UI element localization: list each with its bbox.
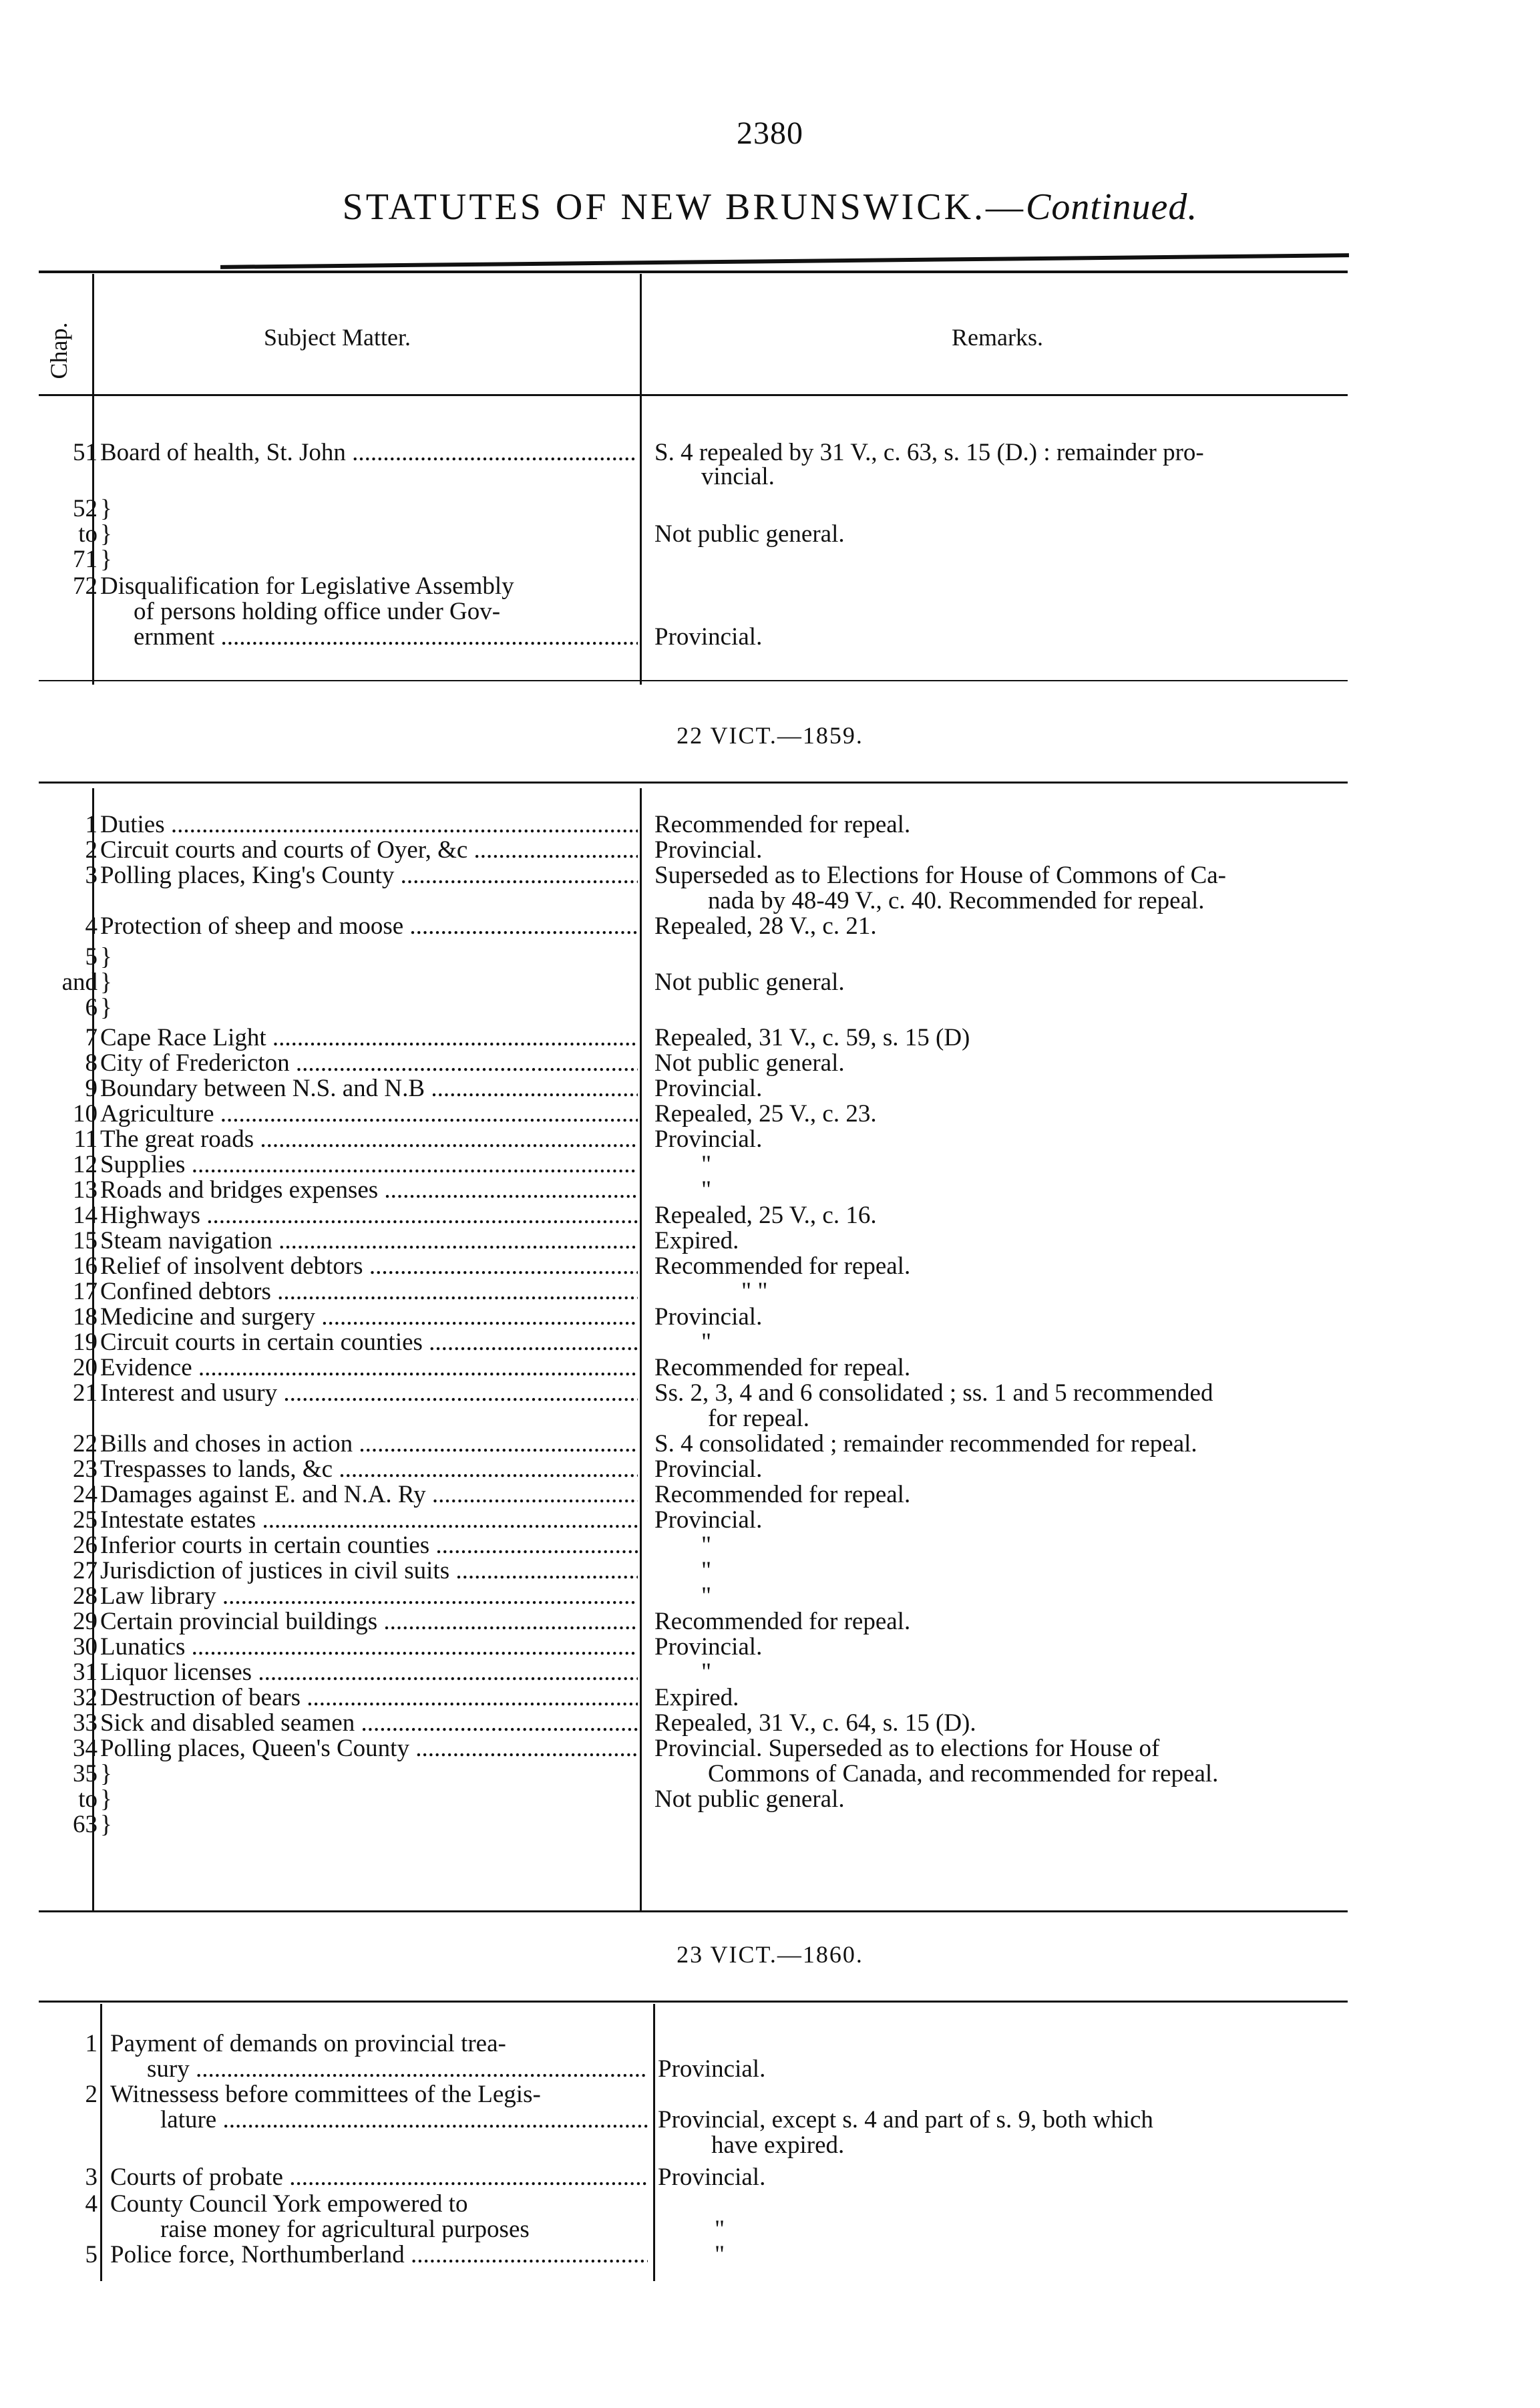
subject-matter: Boundary between N.S. and N.B .....: [100, 1075, 638, 1102]
chapter-number: 18: [73, 1303, 98, 1331]
subject-matter: Evidence .....: [100, 1355, 638, 1381]
remarks-header: Remarks.: [952, 324, 1043, 351]
remark: Superseded as to Elections for House of Commons of Ca-: [654, 862, 1226, 889]
table-row: [0, 1380, 1540, 1407]
remark: Repealed, 31 V., c. 59, s. 15 (D): [654, 1024, 970, 1051]
chapter-number: 33: [73, 1709, 98, 1737]
subject-matter: Destruction of bears .....: [100, 1685, 638, 1711]
subject-matter: Medicine and surgery .....: [100, 1304, 638, 1331]
remark: Provincial.: [654, 1455, 763, 1483]
remark: Provincial.: [654, 1633, 763, 1661]
table-row: [0, 598, 1540, 625]
chapter-number: 19: [73, 1329, 98, 1356]
chapter-number: 4: [85, 2190, 98, 2218]
section-rule: [39, 2001, 1348, 2003]
table-row: [0, 1025, 1540, 1051]
block-rule: [39, 680, 1348, 681]
chapter-number: 20: [73, 1354, 98, 1381]
table-row: [0, 573, 1540, 600]
chapter-number: 10: [73, 1100, 98, 1128]
section-heading-23-vict: 23 VICT.—1860.: [677, 1941, 863, 1968]
subject-matter: Courts of probate .....: [110, 2164, 648, 2191]
table-row: [0, 2132, 1540, 2159]
remark: Provincial.: [654, 1075, 763, 1102]
chapter-number: to: [78, 520, 98, 548]
subject-matter: Board of health, St. John .....: [100, 440, 638, 466]
subject-matter: Law library .....: [100, 1583, 638, 1610]
table-row: [0, 812, 1540, 838]
remark: Provincial.: [654, 623, 763, 651]
subject-matter: Relief of insolvent debtors .....: [100, 1253, 638, 1280]
table-row: [0, 1558, 1540, 1584]
chapter-number: 16: [73, 1252, 98, 1280]
chapter-number: 9: [85, 1075, 98, 1102]
subject-matter: Witnessess before committees of the Legis-: [110, 2081, 541, 2108]
remark: ": [715, 2216, 725, 2243]
table-row: [0, 1608, 1540, 1635]
table-row: [0, 2081, 1540, 2108]
table-row: [0, 1101, 1540, 1128]
chapter-number: 14: [73, 1202, 98, 1229]
page-title: [0, 186, 1540, 228]
chapter-number: 2: [85, 836, 98, 864]
chapter-number: 30: [73, 1633, 98, 1661]
table-row: [0, 624, 1540, 651]
subject-matter: raise money for agricultural purposes: [160, 2216, 530, 2243]
remark: have expired.: [711, 2131, 845, 2159]
remark: Expired.: [654, 1684, 739, 1711]
remark: Recommended for repeal.: [654, 1252, 911, 1280]
remark: Not public general.: [654, 1049, 845, 1077]
subject-matter: Circuit courts and courts of Oyer, &c .....: [100, 837, 638, 864]
subject-matter: }: [100, 521, 112, 548]
chapter-number: 1: [85, 811, 98, 838]
table-row: [0, 440, 1540, 466]
subject-matter: sury .....: [147, 2056, 648, 2083]
table-row: [0, 1634, 1540, 1661]
table-row: [0, 995, 1540, 1021]
subject-matter: Polling places, Queen's County .....: [100, 1735, 638, 1762]
remark: Commons of Canada, and recommended for repeal.: [708, 1760, 1219, 1787]
chapter-number: 7: [85, 1024, 98, 1051]
subject-matter: Duties .....: [100, 812, 638, 838]
subject-matter: Certain provincial buildings .....: [100, 1608, 638, 1635]
remark: Recommended for repeal.: [654, 811, 911, 838]
chapter-number: 17: [73, 1278, 98, 1305]
table-row: [0, 2216, 1540, 2243]
table-row: [0, 546, 1540, 573]
remark: Provincial.: [654, 1126, 763, 1153]
block-rule: [39, 1910, 1348, 1912]
chapter-number: 8: [85, 1049, 98, 1077]
remark: nada by 48-49 V., c. 40. Recommended for repeal.: [708, 887, 1205, 914]
remark: Recommended for repeal.: [654, 1608, 911, 1635]
chapter-number: 29: [73, 1608, 98, 1635]
table-row: [0, 1710, 1540, 1737]
chapter-number: 22: [73, 1430, 98, 1457]
subject-matter: }: [100, 944, 112, 971]
subject-matter: }: [100, 546, 112, 573]
remark: Provincial.: [658, 2164, 766, 2191]
chapter-number: and: [61, 969, 98, 996]
remark: Recommended for repeal.: [654, 1481, 911, 1508]
remark: ": [701, 1659, 712, 1686]
table-row: [0, 944, 1540, 971]
chapter-number: 12: [73, 1151, 98, 1178]
remark: ": [701, 1582, 712, 1610]
chapter-number: 6: [85, 994, 98, 1021]
subject-header: Subject Matter.: [264, 324, 411, 351]
table-row: [0, 2107, 1540, 2133]
remark: Repealed, 28 V., c. 21.: [654, 912, 877, 940]
subject-matter: Intestate estates .....: [100, 1507, 638, 1534]
subject-matter: Agriculture .....: [100, 1101, 638, 1128]
subject-matter: Lunatics .....: [100, 1634, 638, 1661]
chapter-number: 25: [73, 1506, 98, 1534]
subject-matter: The great roads .....: [100, 1126, 638, 1153]
chapter-number: 52: [73, 495, 98, 522]
table-row: [0, 1532, 1540, 1559]
chapter-number: 71: [73, 546, 98, 573]
table-row: [0, 1228, 1540, 1254]
table-row: [0, 888, 1540, 914]
chapter-number: 63: [73, 1811, 98, 1838]
table-row: [0, 837, 1540, 864]
subject-matter: }: [100, 1786, 112, 1813]
subject-matter: of persons holding office under Gov-: [134, 598, 501, 625]
table-row: [0, 1507, 1540, 1534]
table-row: [0, 1786, 1540, 1813]
remark: Recommended for repeal.: [654, 1354, 911, 1381]
remark: Repealed, 31 V., c. 64, s. 15 (D).: [654, 1709, 976, 1737]
table-row: [0, 1482, 1540, 1508]
remark: " ": [741, 1278, 768, 1305]
table-row: [0, 1075, 1540, 1102]
chapter-number: to: [78, 1785, 98, 1813]
section-heading-22-vict: 22 VICT.—1859.: [677, 722, 863, 749]
table-row: [0, 1431, 1540, 1457]
table-row: [0, 1177, 1540, 1204]
remark: ": [715, 2241, 725, 2268]
subject-matter: Steam navigation .....: [100, 1228, 638, 1254]
table-row: [0, 1329, 1540, 1356]
subject-matter: }: [100, 496, 112, 522]
subject-matter: Disqualification for Legislative Assembly: [100, 573, 514, 600]
subject-matter: Polling places, King's County .....: [100, 862, 638, 889]
remark: Provincial.: [658, 2055, 766, 2083]
subject-matter: Payment of demands on provincial trea-: [110, 2031, 506, 2057]
table-row: [0, 2056, 1540, 2083]
subject-matter: Inferior courts in certain counties .....: [100, 1532, 638, 1559]
table-row: [0, 2191, 1540, 2218]
table-row: [0, 862, 1540, 889]
subject-matter: Supplies .....: [100, 1152, 638, 1178]
chapter-number: 26: [73, 1532, 98, 1559]
title-rule: [220, 253, 1349, 269]
page-number: 2380: [737, 116, 803, 151]
chapter-number: 34: [73, 1735, 98, 1762]
remark: ": [701, 1329, 712, 1356]
table-row: [0, 1202, 1540, 1229]
subject-matter: }: [100, 1761, 112, 1787]
remark: Not public general.: [654, 1785, 845, 1813]
subject-matter: ernment .....: [134, 624, 638, 651]
table-row: [0, 1761, 1540, 1787]
chapter-number: 21: [73, 1379, 98, 1407]
remark: Provincial. Superseded as to elections for House of: [654, 1735, 1160, 1762]
subject-matter: lature .....: [160, 2107, 648, 2133]
table-row: [0, 1253, 1540, 1280]
table-row: [0, 1735, 1540, 1762]
remark: Provincial.: [654, 836, 763, 864]
remark: ": [701, 1557, 712, 1584]
subject-matter: City of Fredericton .....: [100, 1050, 638, 1077]
subject-matter: }: [100, 969, 112, 996]
chapter-number: 31: [73, 1659, 98, 1686]
chapter-number: 72: [73, 572, 98, 600]
subject-matter: Trespasses to lands, &c .....: [100, 1456, 638, 1483]
title-main: STATUTES OF NEW BRUNSWICK.—: [342, 186, 1026, 228]
table-row: [0, 2242, 1540, 2268]
remark: Expired.: [654, 1227, 739, 1254]
table-row: [0, 1278, 1540, 1305]
remark: Repealed, 25 V., c. 16.: [654, 1202, 877, 1229]
chapter-number: 3: [85, 862, 98, 889]
header-bottom-rule: [39, 394, 1348, 396]
remark: Provincial.: [654, 1303, 763, 1331]
chapter-number: 35: [73, 1760, 98, 1787]
subject-matter: }: [100, 1812, 112, 1838]
remark: ": [701, 1151, 712, 1178]
table-row: [0, 2164, 1540, 2191]
remark: S. 4 consolidated ; remainder recommended for repeal.: [654, 1430, 1197, 1457]
table-row: [0, 521, 1540, 548]
table-row: [0, 1355, 1540, 1381]
table-row: [0, 1583, 1540, 1610]
table-row: [0, 1812, 1540, 1838]
chap-header: Chap.: [45, 322, 72, 379]
chapter-number: 28: [73, 1582, 98, 1610]
remark: Ss. 2, 3, 4 and 6 consolidated ; ss. 1 and 5 recommended: [654, 1379, 1213, 1407]
table-row: [0, 1456, 1540, 1483]
subject-matter: Circuit courts in certain counties .....: [100, 1329, 638, 1356]
chapter-number: 51: [73, 439, 98, 466]
chapter-number: 24: [73, 1481, 98, 1508]
chapter-number: 1: [85, 2030, 98, 2057]
subject-matter: Police force, Northumberland .....: [110, 2242, 648, 2268]
table-row: [0, 464, 1540, 490]
table-row: [0, 1050, 1540, 1077]
chapter-number: 27: [73, 1557, 98, 1584]
chapter-number: 5: [85, 2241, 98, 2268]
chapter-number: 13: [73, 1176, 98, 1204]
table-row: [0, 969, 1540, 996]
remark: Not public general.: [654, 969, 845, 996]
remark: S. 4 repealed by 31 V., c. 63, s. 15 (D.) : remainder pro-: [654, 439, 1204, 466]
subject-matter: County Council York empowered to: [110, 2191, 468, 2218]
subject-matter: Protection of sheep and moose .....: [100, 913, 638, 940]
table-row: [0, 496, 1540, 522]
table-row: [0, 1659, 1540, 1686]
chapter-number: 23: [73, 1455, 98, 1483]
remark: Provincial.: [654, 1506, 763, 1534]
subject-matter: Sick and disabled seamen .....: [100, 1710, 638, 1737]
chapter-number: 15: [73, 1227, 98, 1254]
remark: ": [701, 1176, 712, 1204]
table-row: [0, 913, 1540, 940]
remark: ": [701, 1532, 712, 1559]
remark: Repealed, 25 V., c. 23.: [654, 1100, 877, 1128]
header-top-rule: [39, 271, 1348, 273]
subject-matter: Cape Race Light .....: [100, 1025, 638, 1051]
section-rule: [39, 782, 1348, 784]
subject-matter: }: [100, 995, 112, 1021]
subject-matter: Damages against E. and N.A. Ry .....: [100, 1482, 638, 1508]
chapter-number: 2: [85, 2081, 98, 2108]
title-continued: Continued.: [1026, 186, 1198, 228]
table-row: [0, 1405, 1540, 1432]
subject-matter: Confined debtors .....: [100, 1278, 638, 1305]
chapter-number: 11: [73, 1126, 98, 1153]
table-row: [0, 1304, 1540, 1331]
subject-matter: Bills and choses in action .....: [100, 1431, 638, 1457]
remark: Not public general.: [654, 520, 845, 548]
subject-matter: Jurisdiction of justices in civil suits .....: [100, 1558, 638, 1584]
chapter-number: 32: [73, 1684, 98, 1711]
chapter-number: 3: [85, 2164, 98, 2191]
chapter-number: 5: [85, 943, 98, 971]
subject-matter: Roads and bridges expenses .....: [100, 1177, 638, 1204]
table-row: [0, 1685, 1540, 1711]
table-row: [0, 2031, 1540, 2057]
remark: Provincial, except s. 4 and part of s. 9, both which: [658, 2106, 1153, 2133]
subject-matter: Interest and usury .....: [100, 1380, 638, 1407]
subject-matter: Highways .....: [100, 1202, 638, 1229]
remark: vincial.: [701, 463, 775, 490]
table-row: [0, 1126, 1540, 1153]
remark: for repeal.: [708, 1405, 810, 1432]
table-row: [0, 1152, 1540, 1178]
subject-matter: Liquor licenses .....: [100, 1659, 638, 1686]
chapter-number: 4: [85, 912, 98, 940]
